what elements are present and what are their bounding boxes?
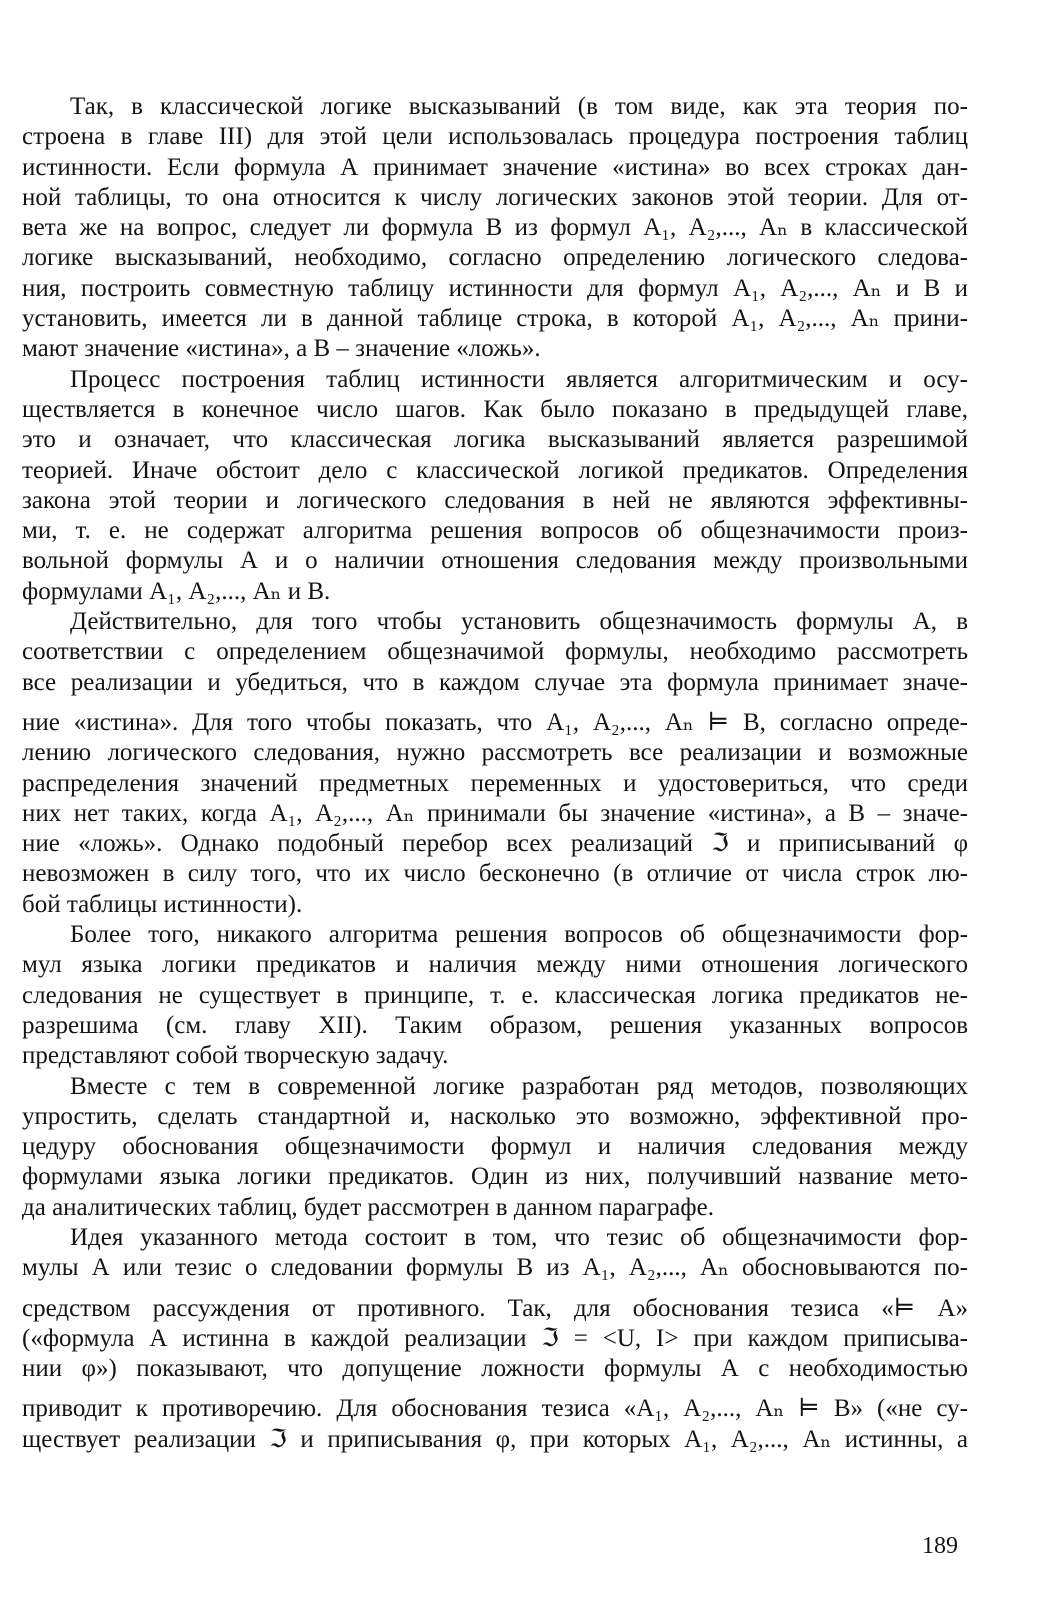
text-line: формулами А₁, А₂,..., Аₙ и В. — [22, 577, 331, 605]
text-line: ния, построить совместную таблицу истинности для формул А₁, А₂,..., Аₙ и В и — [22, 274, 968, 302]
text-line: них нет таких, когда А₁, А₂,..., Аₙ принимали бы значение «истина», а В – значе- — [22, 799, 968, 827]
text-line: Более того, никакого алгоритма решения вопросов об общезначимости фор- — [70, 921, 968, 949]
text-line: ной таблицы, то она относится к числу логических законов этой теории. Для от- — [22, 183, 968, 211]
text-line: это и означает, что классическая логика высказываний является разрешимой — [22, 426, 968, 454]
text-line: да аналитических таблиц, будет рассмотрен в данном параграфе. — [22, 1193, 714, 1221]
paragraph-4 — [22, 920, 968, 1071]
text-line: средством рассуждения от противного. Так, для обоснования тезиса «⊨ А» — [22, 1294, 968, 1322]
text-line: ние «истина». Для того чтобы показать, что А₁, А₂,..., Аₙ ⊨ В, согласно опреде- — [22, 708, 968, 736]
text-line: нии φ») показывают, что допущение ложности формулы А с необходимостью — [22, 1355, 968, 1383]
paragraph-1 — [22, 92, 968, 365]
text-line: Так, в классической логике высказываний (в том виде, как эта теория по- — [70, 93, 968, 120]
text-line: мулы А или тезис о следовании формулы В из А₁, А₂,..., Аₙ обосновываются по- — [22, 1254, 968, 1282]
text-line: строена в главе III) для этой цели использовалась процедура построения таблиц — [22, 123, 968, 151]
text-line: мают значение «истина», а В – значение «ложь». — [22, 335, 541, 363]
text-line: ществляется в конечное число шагов. Как было показано в предыдущей главе, — [22, 395, 968, 423]
text-line: представляют собой творческую задачу. — [22, 1042, 449, 1070]
text-line: формулами языка логики предикатов. Один из них, получивший название мето- — [22, 1163, 968, 1191]
paragraph-2 — [22, 365, 968, 607]
paragraph-6 — [22, 1223, 968, 1455]
page-number: 189 — [922, 1533, 958, 1559]
text-line: вольной формулы А и о наличии отношения следования между произвольными — [22, 547, 968, 575]
page-body — [22, 92, 968, 1455]
text-line: Действительно, для того чтобы установить общезначимость формулы А, в — [70, 608, 968, 636]
text-line: приводит к противоречию. Для обоснования тезиса «А₁, А₂,..., Аₙ ⊨ В» («не су- — [22, 1395, 968, 1423]
text-line: закона этой теории и логического следования в ней не являются эффективны- — [22, 486, 968, 514]
text-line: ние «ложь». Однако подобный перебор всех реализаций ℑ и приписываний φ — [22, 830, 968, 858]
text-line: теорией. Иначе обстоит дело с классической логикой предикатов. Определения — [22, 456, 968, 484]
text-line: следования не существует в принципе, т. е. классическая логика предикатов не- — [22, 981, 968, 1009]
text-line: («формула А истинна в каждой реализации ℑ = <U, I> при каждом приписыва- — [22, 1324, 968, 1352]
text-line: соответствии с определением общезначимой формулы, необходимо рассмотреть — [22, 638, 968, 666]
text-line: Идея указанного метода состоит в том, что тезис об общезначимости фор- — [70, 1223, 968, 1251]
text-line: упростить, сделать стандартной и, насколько это возможно, эффективной про- — [22, 1102, 968, 1130]
text-line: вета же на вопрос, следует ли формула В из формул А₁, А₂,..., Аₙ в классической — [22, 214, 968, 242]
paragraph-3 — [22, 607, 968, 920]
paragraph-5 — [22, 1072, 968, 1223]
text-line: разрешима (см. главу XII). Таким образом, решения указанных вопросов — [22, 1011, 968, 1039]
text-line: ществует реализации ℑ и приписывания φ, при которых А₁, А₂,..., Аₙ истинны, а — [22, 1425, 968, 1453]
text-line: мул языка логики предикатов и наличия между ними отношения логического — [22, 951, 968, 979]
text-line: распределения значений предметных переменных и удостовериться, что среди — [22, 769, 968, 797]
text-line: Процесс построения таблиц истинности является алгоритмическим и осу- — [70, 365, 968, 393]
text-line: ми, т. е. не содержат алгоритма решения вопросов об общезначимости произ- — [22, 517, 968, 545]
text-line: невозможен в силу того, что их число бесконечно (в отличие от числа строк лю- — [22, 860, 968, 888]
text-line: логике высказываний, необходимо, согласно определению логического следова- — [22, 244, 968, 272]
text-line: истинности. Если формула А принимает значение «истина» во всех строках дан- — [22, 153, 968, 181]
text-line: цедуру обоснования общезначимости формул и наличия следования между — [22, 1133, 968, 1161]
text-line: бой таблицы истинности). — [22, 890, 303, 918]
text-line: лению логического следования, нужно рассмотреть все реализации и возможные — [22, 739, 968, 767]
text-line: Вместе с тем в современной логике разработан ряд методов, позволяющих — [70, 1072, 968, 1100]
text-line: установить, имеется ли в данной таблице строка, в которой А₁, А₂,..., Аₙ прини- — [22, 305, 968, 333]
text-line: все реализации и убедиться, что в каждом случае эта формула принимает значе- — [22, 668, 968, 696]
